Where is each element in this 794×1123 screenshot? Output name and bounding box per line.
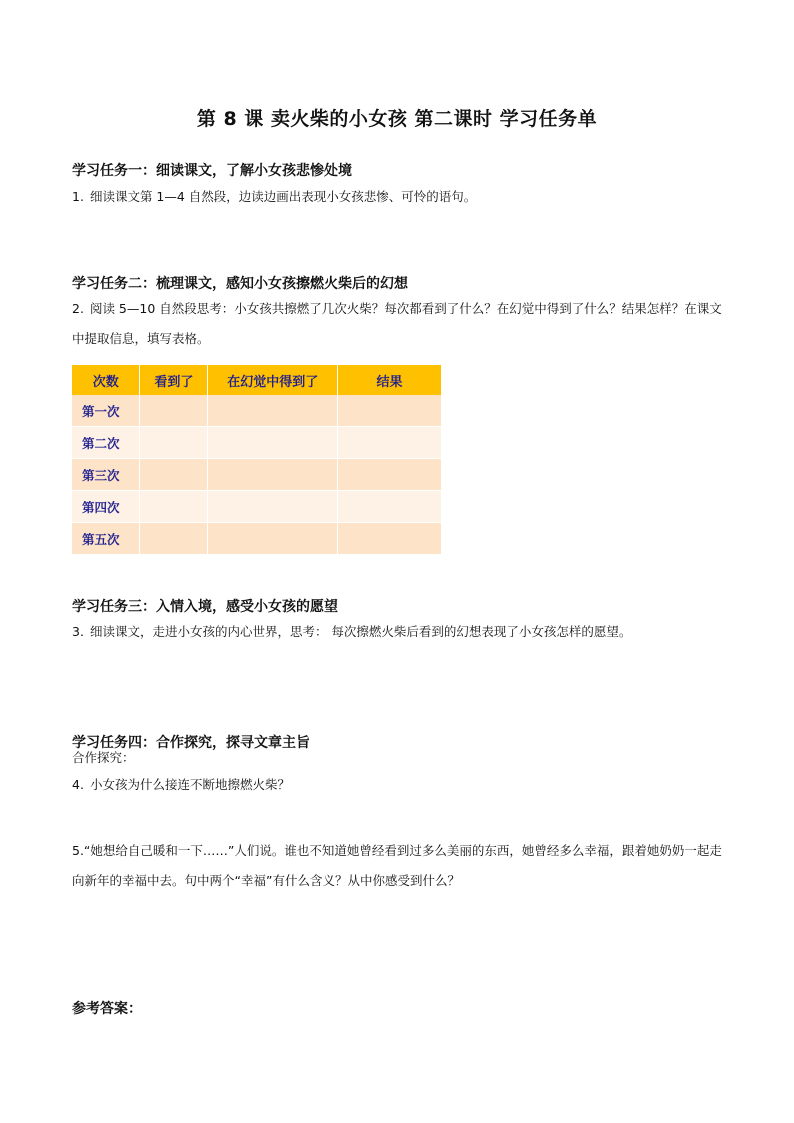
task5-question: 5.“她想给自己暖和一下……”人们说。谁也不知道她曾经看到过多么美丽的东西，她曾经多么幸福，跟着她奶奶一起走向新年的幸福中去。句中两个“幸福”有什么含义？从中你感受到什么？	[72, 843, 722, 888]
task1-question	[72, 182, 732, 212]
table-row	[72, 427, 442, 459]
table-cell[interactable]	[208, 427, 338, 459]
table-cell[interactable]	[140, 459, 208, 491]
table-header: 结果	[338, 365, 442, 395]
table-header: 在幻觉中得到了	[208, 365, 338, 395]
task2-question	[72, 294, 732, 354]
table-header: 次数	[72, 365, 140, 395]
table-cell[interactable]	[208, 395, 338, 427]
table-cell[interactable]	[140, 523, 208, 555]
table-cell[interactable]	[338, 427, 442, 459]
task2-heading: 学习任务二：梳理课文，感知小女孩擦燃火柴后的幻想	[72, 276, 408, 292]
table-cell[interactable]	[338, 459, 442, 491]
task3-question	[72, 617, 732, 647]
table-row	[72, 523, 442, 555]
table-cell[interactable]	[338, 491, 442, 523]
table-cell[interactable]	[140, 427, 208, 459]
task1-question-number: 1.	[72, 189, 84, 204]
table-cell[interactable]	[338, 395, 442, 427]
table-cell[interactable]	[208, 491, 338, 523]
task4-question-text: 小女孩为什么接连不断地擦燃火柴？	[89, 777, 290, 792]
task2-question-number: 2.	[72, 301, 84, 316]
table-cell[interactable]	[140, 491, 208, 523]
page-title: 第 8 课 卖火柴的小女孩 第二课时 学习任务单	[196, 108, 598, 130]
table-cell[interactable]	[208, 523, 338, 555]
task3-question-number: 3.	[72, 624, 84, 639]
task3-question-text: 细读课文，走进小女孩的内心世界，思考： 每次擦燃火柴后看到的幻想表现了小女孩怎样的愿望。	[89, 624, 632, 639]
table-row	[72, 395, 442, 427]
answers-heading: 参考答案：	[72, 1001, 142, 1017]
table-cell[interactable]	[338, 523, 442, 555]
task1-heading: 学习任务一：细读课文，了解小女孩悲惨处境	[72, 163, 352, 179]
task1-question-text: 细读课文第 1—4 自然段，边读边画出表现小女孩悲惨、可怜的语句。	[89, 189, 477, 204]
task4-question	[72, 770, 732, 800]
row-label: 第四次	[72, 491, 140, 523]
row-label: 第五次	[72, 523, 140, 555]
task2-question-text: 阅读 5—10 自然段思考：小女孩共擦燃了几次火柴？每次都看到了什么？在幻觉中得到了什么？结果怎样？在课文中提取信息，填写表格。	[72, 301, 722, 346]
table-header: 看到了	[140, 365, 208, 395]
task4-heading: 学习任务四：合作探究，探寻文章主旨	[72, 735, 310, 751]
table-row	[72, 491, 442, 523]
task4-intro: 合作探究：	[72, 750, 135, 765]
table-header-row	[72, 365, 442, 395]
task4-question-number: 4.	[72, 777, 84, 792]
table-row	[72, 459, 442, 491]
table-cell[interactable]	[140, 395, 208, 427]
table-cell[interactable]	[208, 459, 338, 491]
fill-in-table	[72, 365, 442, 555]
row-label: 第三次	[72, 459, 140, 491]
row-label: 第二次	[72, 427, 140, 459]
task3-heading: 学习任务三：入情入境，感受小女孩的愿望	[72, 599, 338, 615]
row-label: 第一次	[72, 395, 140, 427]
